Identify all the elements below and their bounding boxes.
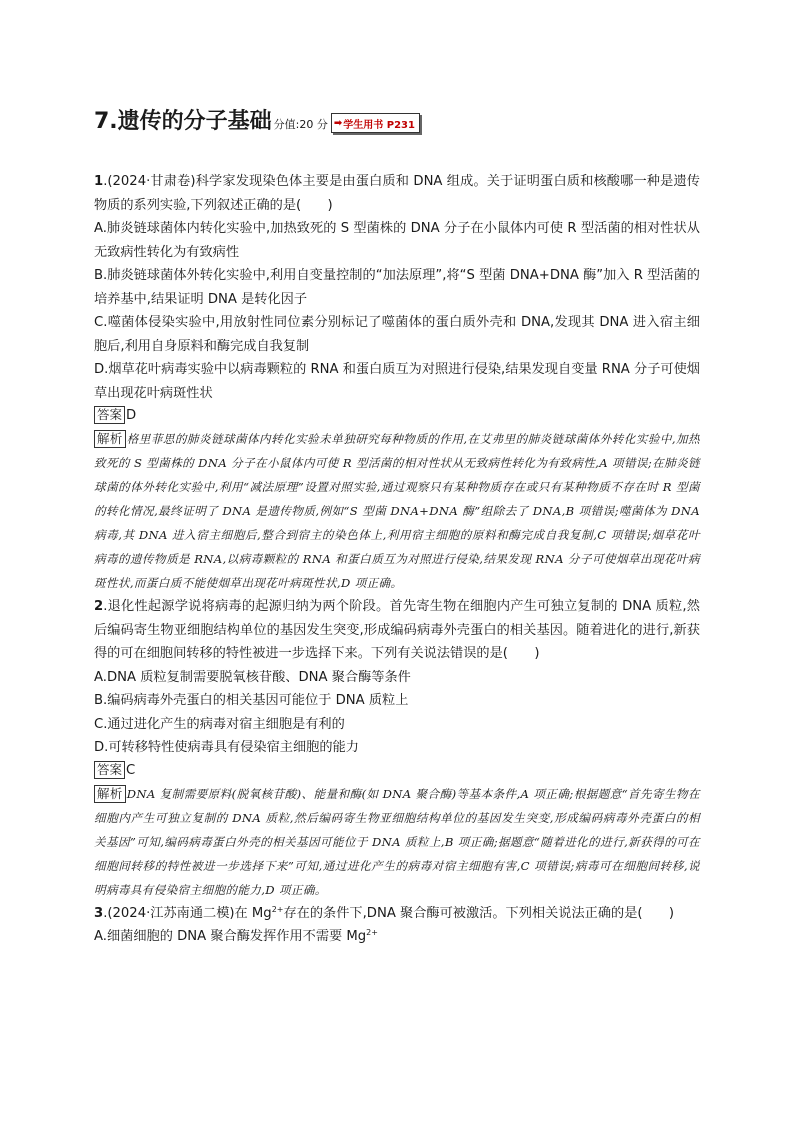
question-1-option-d: D.烟草花叶病毒实验中以病毒颗粒的 RNA 和蛋白质互为对照进行侵染,结果发现自变量 RNA 分子可使烟草出现花叶病斑性状 xyxy=(94,362,700,401)
explanation-text: 格里菲思的肺炎链球菌体内转化实验未单独研究每种物质的作用,在艾弗里的肺炎链球菌体外转化实验中,加热致死的 S 型菌株的 DNA 分子在小鼠体内可使 R 型活菌的相对性状从无致病性转化为有致病性,A 项错误;在肺炎链球菌的体外转化实验中,利用“减法原理”设置对照实验,通过观察只有某种物质存在或只有某种物质不存在时 R 型菌的转化情况,最终证明了 DNA 是遗传物质,例如“S 型菌 DNA+DNA 酶”组除去了 DNA,B 项错误;噬菌体为 DNA 病毒,其 DNA 进入宿主细胞后,整合到宿主的染色体上,利用宿主细胞的原料和酶完成自我复制,C 项错误;烟草花叶病毒的遗传物质是 RNA,以病毒颗粒的 RNA 和蛋白质互为对照进行侵染,结果发现 RNA 分子可使烟草出现花叶病斑性状,而蛋白质不能使烟草出现花叶病斑性状,D 项正确。 xyxy=(94,432,700,590)
question-2-explanation xyxy=(94,782,700,902)
question-1-option-b: B.肺炎链球菌体外转化实验中,利用自变量控制的“加法原理”,将“S 型菌 DNA+DNA 酶”加入 R 型活菌的培养基中,结果证明 DNA 是转化因子 xyxy=(94,268,700,307)
question-list xyxy=(94,170,700,949)
question-1-explanation xyxy=(94,427,700,595)
question-text: .退化性起源学说将病毒的起源归纳为两个阶段。首先寄生物在细胞内产生可独立复制的 DNA 质粒,然后编码寄生物亚细胞结构单位的基因发生突变,形成编码病毒外壳蛋白的相关基因。随着进化的进行,新获得的可在细胞间转移的特性被进一步选择下来。下列有关说法错误的是( ) xyxy=(94,599,700,661)
question-text-cont: 存在的条件下,DNA 聚合酶可被激活。下列相关说法正确的是( ) xyxy=(283,905,675,921)
question-text: .(2024·江苏南通二模)在 Mg xyxy=(103,905,272,921)
answer-value: C xyxy=(126,762,136,778)
question-number: 2 xyxy=(94,599,104,614)
explain-tag: 解析 xyxy=(94,430,126,448)
answer-value: D xyxy=(126,408,137,423)
question-number: 3 xyxy=(94,905,104,921)
question-3-option-a xyxy=(94,925,700,949)
option-text: A.细菌细胞的 DNA 聚合酶发挥作用不需要 Mg xyxy=(94,929,367,944)
question-2-option-d: D.可转移特性使病毒具有侵染宿主细胞的能力 xyxy=(94,740,359,755)
textbook-ref-link[interactable] xyxy=(331,113,420,133)
question-3-stem xyxy=(94,902,700,926)
section-title: 7.遗传的分子基础 xyxy=(94,109,272,134)
answer-tag: 答案 xyxy=(94,406,125,424)
superscript: 2+ xyxy=(271,904,284,914)
question-number: 1 xyxy=(94,174,104,189)
question-1-stem xyxy=(94,170,700,217)
question-1-option-c: C.噬菌体侵染实验中,用放射性同位素分别标记了噬菌体的蛋白质外壳和 DNA,发现其 DNA 进入宿主细胞后,利用自身原料和酶完成自我复制 xyxy=(94,315,700,354)
answer-tag: 答案 xyxy=(94,761,125,779)
question-2-stem xyxy=(94,595,700,666)
question-2-answer xyxy=(94,760,700,782)
question-2-option-b: B.编码病毒外壳蛋白的相关基因可能位于 DNA 质粒上 xyxy=(94,693,409,708)
textbook-ref-label: 学生用书 P231 xyxy=(343,120,415,131)
question-1-answer xyxy=(94,405,700,427)
question-2-option-c: C.通过进化产生的病毒对宿主细胞是有利的 xyxy=(94,716,345,732)
question-1-option-a: A.肺炎链球菌体内转化实验中,加热致死的 S 型菌株的 DNA 分子在小鼠体内可使 R 型活菌的相对性状从无致病性转化为有致病性 xyxy=(94,221,700,260)
score-note: 分值:20 分 xyxy=(273,118,328,131)
section-header xyxy=(94,104,420,135)
question-text: .(2024·甘肃卷)科学家发现染色体主要是由蛋白质和 DNA 组成。关于证明蛋白质和核酸哪一种是遗传物质的系列实验,下列叙述正确的是( ) xyxy=(94,174,700,213)
explain-tag: 解析 xyxy=(94,785,126,803)
superscript: 2+ xyxy=(366,928,378,937)
explanation-text: DNA 复制需要原料(脱氧核苷酸)、能量和酶(如 DNA 聚合酶)等基本条件,A 项正确;根据题意“首先寄生物在细胞内产生可独立复制的 DNA 质粒,然后编码寄生物亚细胞结构单位的基因发生突变,形成编码病毒外壳蛋白的相关基因”可知,编码病毒蛋白外壳的相关基因可能位于 DNA 质粒上,B 项正确;据题意“随着进化的进行,新获得的可在细胞间转移的特性被进一步选择下来”可知,通过进化产生的病毒对宿主细胞有害,C 项错误;病毒可在细胞间转移,说明病毒具有侵染宿主细胞的能力,D 项正确。 xyxy=(94,786,700,897)
question-2-option-a: A.DNA 质粒复制需要脱氧核苷酸、DNA 聚合酶等条件 xyxy=(94,669,411,685)
arrow-right-icon: ➡ xyxy=(333,118,343,129)
